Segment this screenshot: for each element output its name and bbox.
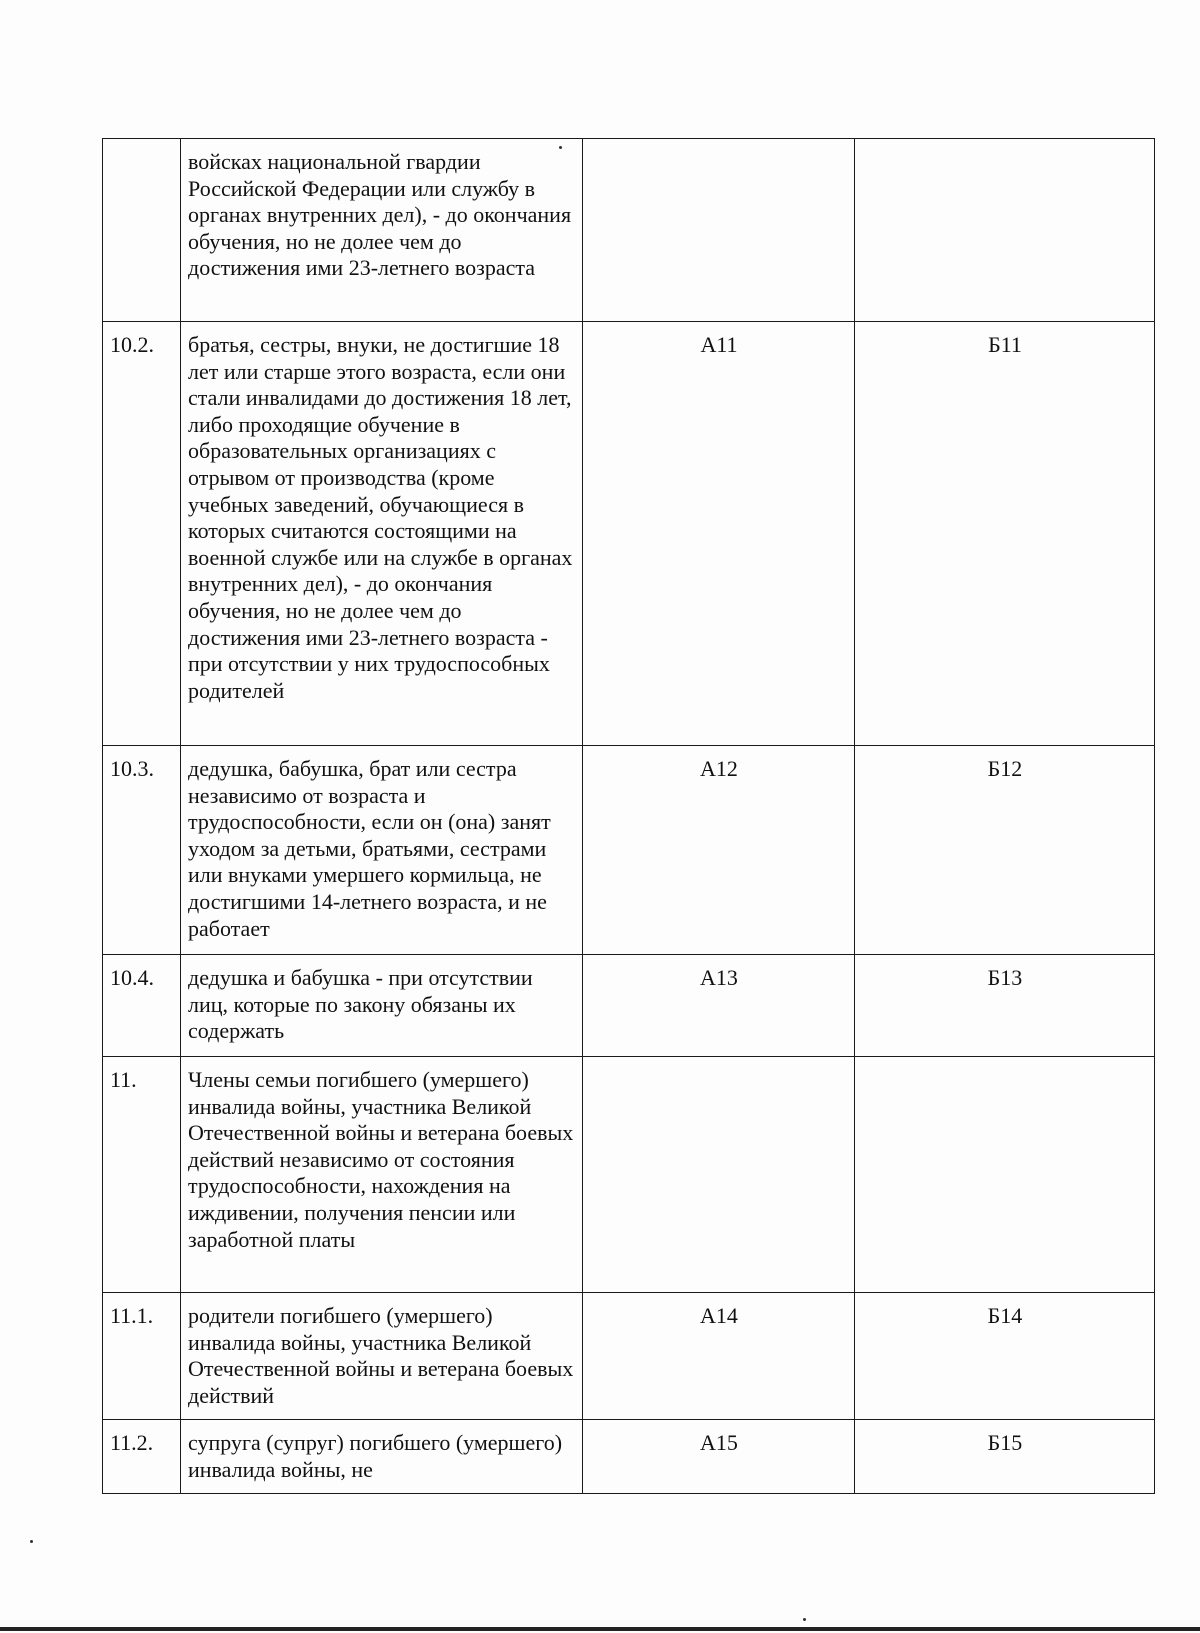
row-number: 11.2. [103, 1420, 181, 1494]
table-row [103, 1420, 1155, 1494]
row-number: 11.1. [103, 1293, 181, 1420]
row-number: 10.2. [103, 322, 181, 746]
table-row [103, 955, 1155, 1057]
code-a [583, 139, 855, 322]
table-row [103, 1057, 1155, 1293]
row-number [103, 139, 181, 322]
row-description: родители погибшего (умершего) инвалида войны, участника Великой Отечественной войны и ветерана боевых действий [181, 1293, 583, 1420]
row-number: 10.3. [103, 746, 181, 955]
code-b: Б11 [855, 322, 1155, 746]
row-description: дедушка, бабушка, брат или сестра независимо от возраста и трудоспособности, если он (она) занят уходом за детьми, братьями, сестрами или внуками умершего кормильца, не достигшими 14-летнего возраста, и не работает [181, 746, 583, 955]
scan-speck [30, 1540, 33, 1543]
scan-edge-line [0, 1627, 1200, 1631]
row-description: Члены семьи погибшего (умершего) инвалида войны, участника Великой Отечественной войны и ветерана боевых действий независимо от состояния трудоспособности, нахождения на иждивении, получения пенсии или заработной платы [181, 1057, 583, 1293]
code-b: Б13 [855, 955, 1155, 1057]
code-a: А11 [583, 322, 855, 746]
code-a [583, 1057, 855, 1293]
code-b: Б15 [855, 1420, 1155, 1494]
table-row [103, 139, 1155, 322]
code-a: А14 [583, 1293, 855, 1420]
scan-speck [559, 146, 562, 149]
row-description: супруга (супруг) погибшего (умершего) инвалида войны, не [181, 1420, 583, 1494]
code-b [855, 139, 1155, 322]
code-b: Б14 [855, 1293, 1155, 1420]
scan-speck [803, 1618, 806, 1621]
code-a: А13 [583, 955, 855, 1057]
code-a: А15 [583, 1420, 855, 1494]
row-description: братья, сестры, внуки, не достигшие 18 лет или старше этого возраста, если они стали инвалидами до достижения 18 лет, либо проходящие обучение в образовательных организациях с отрывом от производства (кроме учебных заведений, обучающиеся в которых считаются состоящими на военной службе или на службе в органах внутренних дел), - до окончания обучения, но не долее чем до достижения ими 23-летнего возраста - при отсутствии у них трудоспособных родителей [181, 322, 583, 746]
code-b [855, 1057, 1155, 1293]
row-description: дедушка и бабушка - при отсутствии лиц, которые по закону обязаны их содержать [181, 955, 583, 1057]
row-description: войсках национальной гвардии Российской Федерации или службу в органах внутренних дел), - до окончания обучения, но не долее чем до достижения ими 23-летнего возраста [181, 139, 583, 322]
row-number: 11. [103, 1057, 181, 1293]
code-a: А12 [583, 746, 855, 955]
benefits-table [102, 138, 1155, 1494]
table-row [103, 322, 1155, 746]
table-row [103, 746, 1155, 955]
code-b: Б12 [855, 746, 1155, 955]
table-row [103, 1293, 1155, 1420]
row-number: 10.4. [103, 955, 181, 1057]
